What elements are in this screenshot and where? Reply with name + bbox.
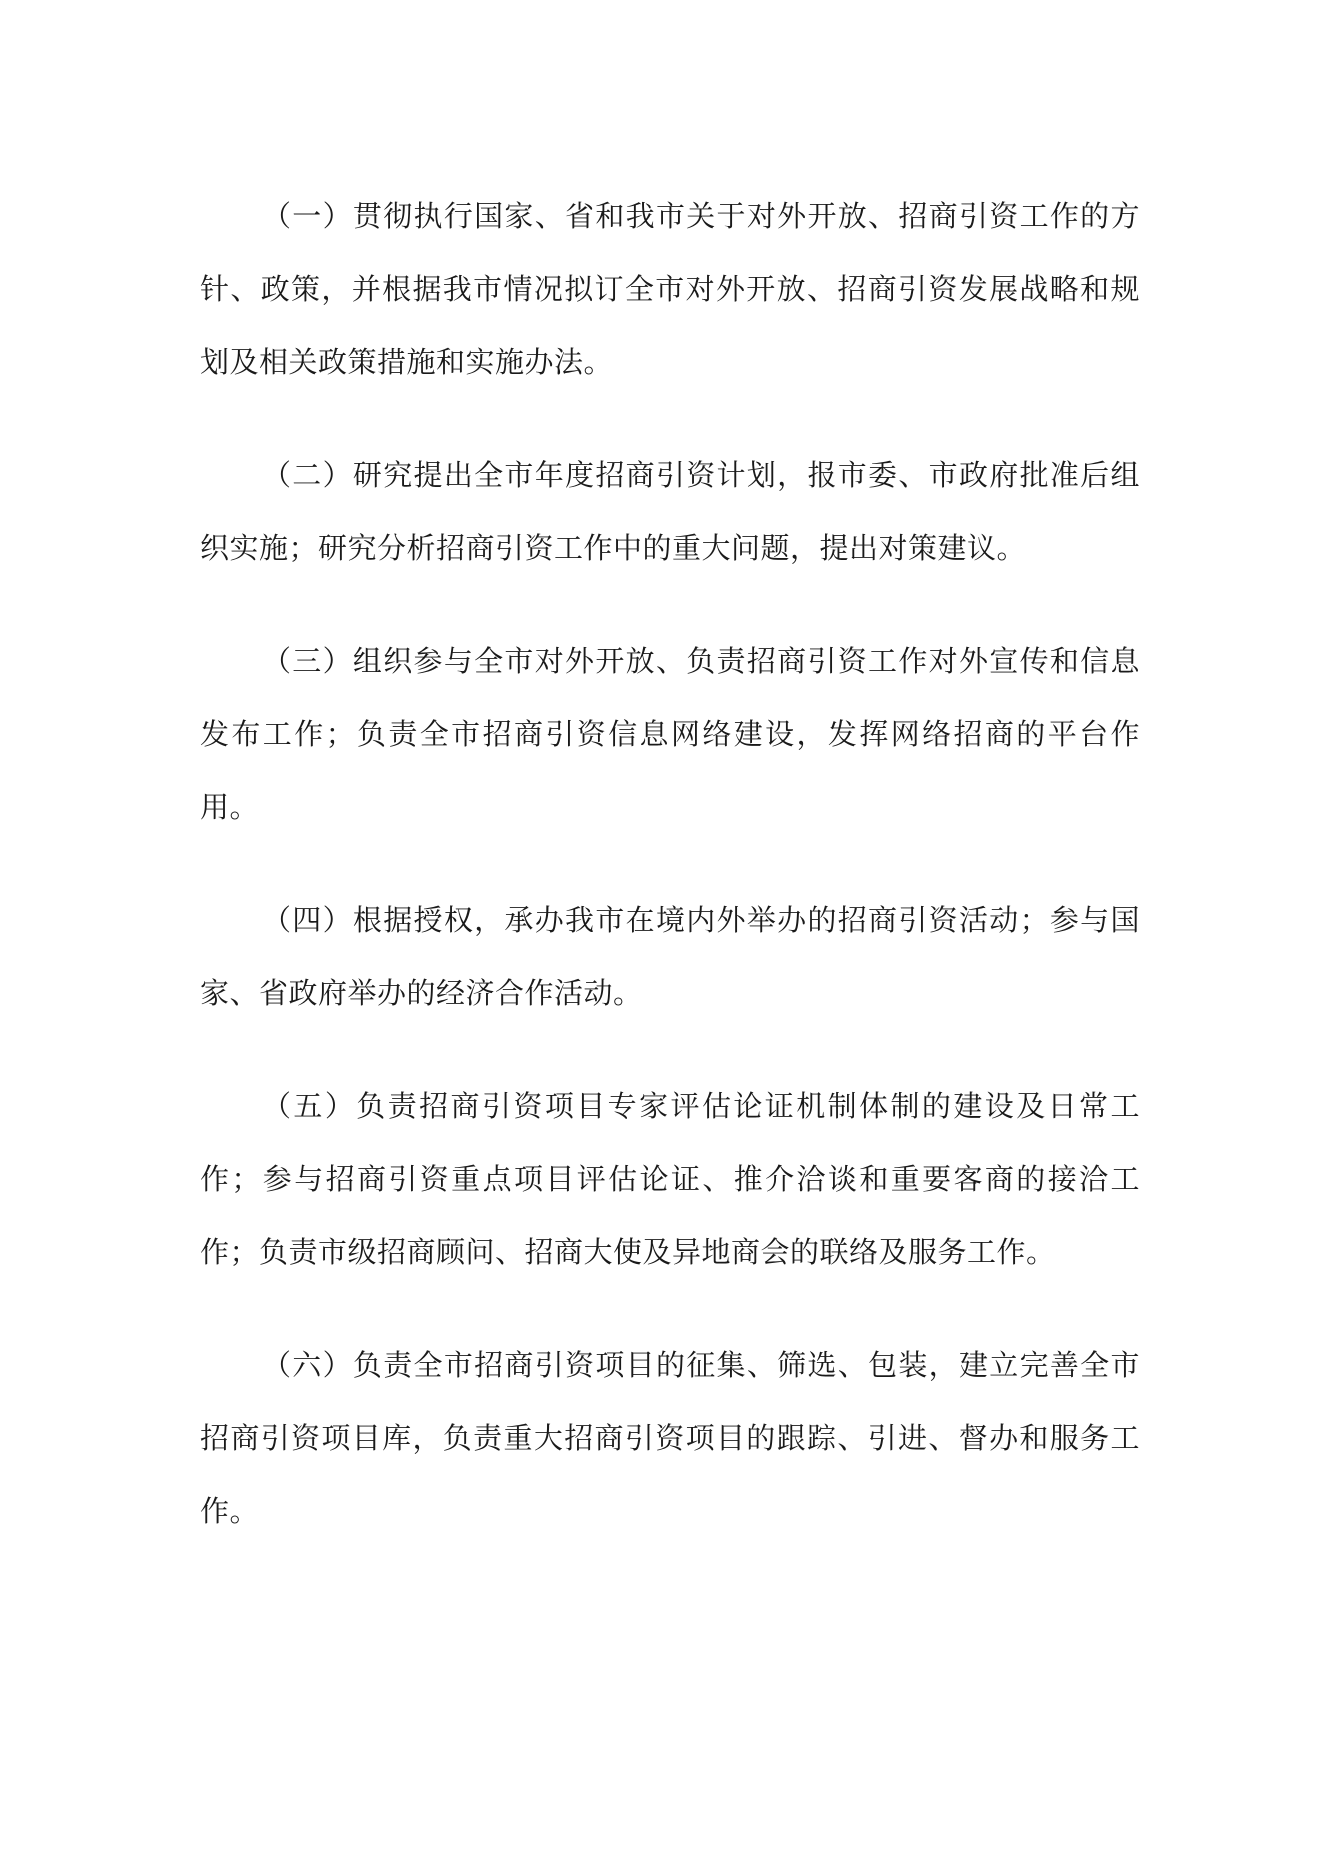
paragraph-2: （二）研究提出全市年度招商引资计划，报市委、市政府批准后组织实施；研究分析招商引资工作中的重大问题，提出对策建议。 — [200, 458, 1140, 565]
paragraph-1: （一）贯彻执行国家、省和我市关于对外开放、招商引资工作的方针、政策，并根据我市情况拟订全市对外开放、招商引资发展战略和规划及相关政策措施和实施办法。 — [200, 199, 1140, 379]
paragraph-4: （四）根据授权，承办我市在境内外举办的招商引资活动；参与国家、省政府举办的经济合作活动。 — [200, 903, 1140, 1010]
paragraph-6: （六）负责全市招商引资项目的征集、筛选、包装，建立完善全市招商引资项目库，负责重大招商引资项目的跟踪、引进、督办和服务工作。 — [200, 1348, 1140, 1528]
document-body — [200, 180, 1140, 1548]
paragraph-5: （五）负责招商引资项目专家评估论证机制体制的建设及日常工作；参与招商引资重点项目评估论证、推介洽谈和重要客商的接洽工作；负责市级招商顾问、招商大使及异地商会的联络及服务工作。 — [200, 1089, 1140, 1269]
paragraph-3: （三）组织参与全市对外开放、负责招商引资工作对外宣传和信息发布工作；负责全市招商引资信息网络建设，发挥网络招商的平台作用。 — [200, 644, 1140, 824]
